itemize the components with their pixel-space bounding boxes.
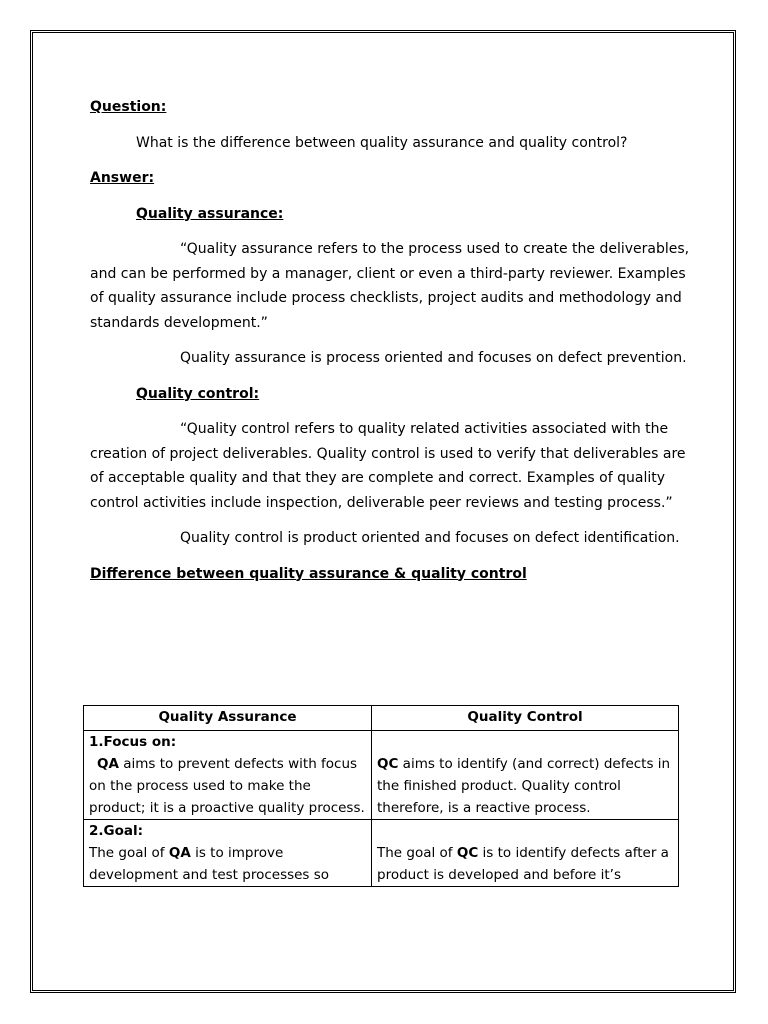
qa-abbr: QA [168,845,191,861]
qa-cell-goal [84,820,372,887]
table-row [84,820,679,887]
qa-quote: “Quality assurance refers to the process used to create the deliverables, and can be performed by a manager, client or even a third-party reviewer. Examples of quality assurance include process checklists, project audits and methodology and standards development.” [90,241,690,331]
qc-goal-pre: The goal of [377,845,457,861]
qc-heading: Quality control: [136,385,260,402]
qa-abbr: QA [97,756,119,772]
qc-cell-focus [372,731,679,820]
question-label: Question: [90,99,167,115]
qc-quote: “Quality control refers to quality related activities associated with the creation of project deliverables. Quality control is used to verify that deliverables are of acceptable quality and that they are complete and correct. Examples of quality control activities include inspection, deliverable peer reviews and testing process.” [90,421,686,511]
column-header-qc: Quality Control [372,706,679,731]
row-title-focus: 1.Focus on: [89,734,177,750]
column-header-qa: Quality Assurance [84,706,372,731]
row-title-goal: 2.Goal: [89,823,144,839]
qc-abbr: QC [456,845,479,861]
qa-focus-text: aims to prevent defects with focus on the process used to make the product; it is a proactive quality process. [89,756,365,816]
qc-goal-text: is to identify defects after a product is developed and before it’s [377,845,669,883]
qa-goal-pre: The goal of [89,845,169,861]
answer-label: Answer: [90,170,155,186]
qa-heading: Quality assurance: [136,205,284,222]
table-row [84,731,679,820]
difference-table [83,705,679,887]
difference-heading: Difference between quality assurance & quality control [90,565,527,582]
qa-cell-focus [84,731,372,820]
qc-cell-goal [372,820,679,887]
document-body [90,95,690,586]
table-header-row [84,706,679,731]
question-text: What is the difference between quality assurance and quality control? [136,134,628,151]
qa-goal-text: is to improve development and test processes so [89,845,330,883]
qa-summary: Quality assurance is process oriented and focuses on defect prevention. [180,350,687,366]
qc-focus-text: aims to identify (and correct) defects in the finished product. Quality control therefore, is a reactive process. [377,756,671,816]
qc-abbr: QC [377,756,399,772]
qc-summary: Quality control is product oriented and focuses on defect identification. [180,530,680,546]
